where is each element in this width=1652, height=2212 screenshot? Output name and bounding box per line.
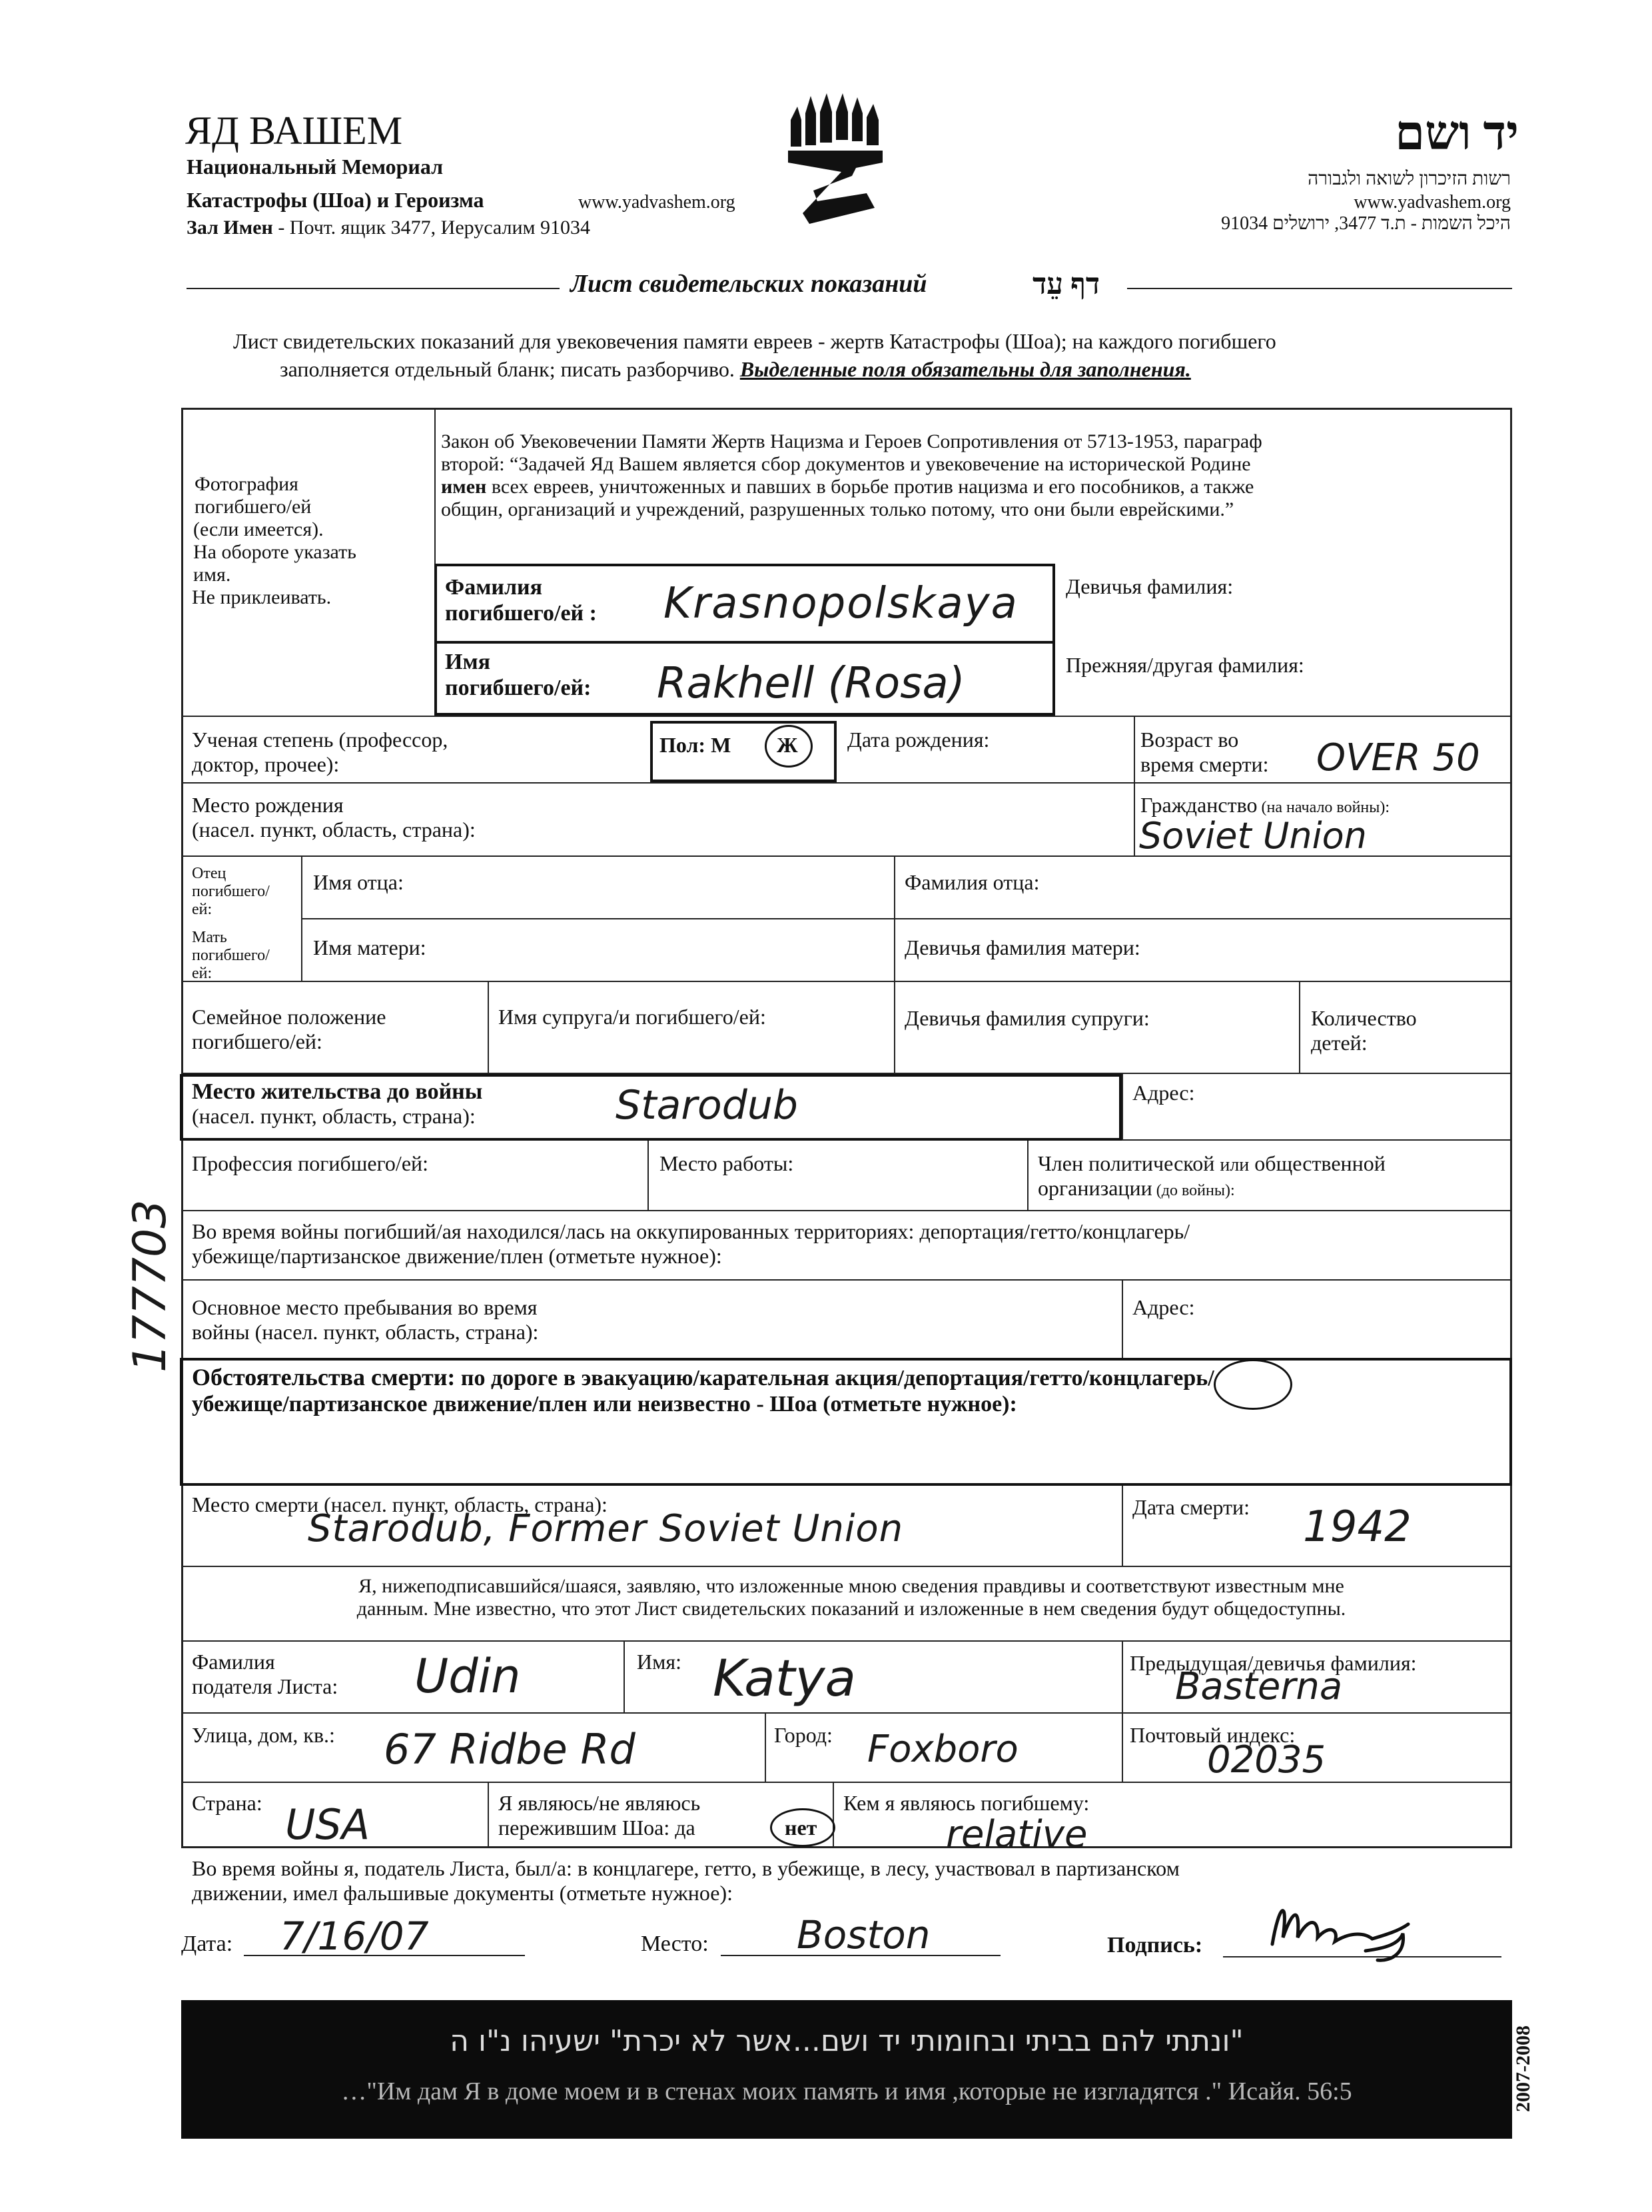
intro-line-1: Лист свидетельских показаний для увековечения памяти евреев - жертв Катастрофы (Шоа); на каждого погибшего xyxy=(233,329,1276,353)
relation-label: Кем я являюсь погибшему: xyxy=(843,1791,1090,1815)
maiden-name-label: Девичья фамилия: xyxy=(1066,574,1234,598)
main-place-label: Основное место пребывания во время войны (насел. пункт, область, страна): xyxy=(192,1295,539,1344)
record-number-margin: 177703 xyxy=(124,1199,177,1373)
date-field[interactable]: 7/16/07 xyxy=(280,1914,429,1959)
website-link-left[interactable]: www.yadvashem.org xyxy=(578,192,735,213)
org-title-he: יד ושם xyxy=(1395,107,1519,160)
law-text: Закон об Увековечении Памяти Жертв Нацизма и Героев Сопротивления от 5713-1953, параграф второй: “Задачей Яд Вашем является сбор документов и увековечение на исторической Родине имен всех евреев, уничтоженных и павших в борьбе против нацизма и его пособников, а также общин, организаций и учреждений, разрушенных только потому, что они были еврейскими.” xyxy=(441,430,1262,520)
yad-vashem-logo xyxy=(783,93,889,227)
sex-female-circle xyxy=(765,725,813,768)
city-field[interactable]: Foxboro xyxy=(867,1728,1019,1771)
country-label: Страна: xyxy=(192,1791,262,1815)
zip-label: Почтовый индекс: xyxy=(1130,1723,1296,1747)
citizenship-field[interactable]: Soviet Union xyxy=(1139,815,1367,857)
death-place-label: Место смерти (насел. пункт, область, страна): xyxy=(192,1492,608,1516)
main-place-address-label: Адрес: xyxy=(1132,1295,1195,1319)
address-he: היכל השמות - ת.ד 3477, ירושלים 91034 xyxy=(1221,213,1511,234)
title-rule-right xyxy=(1127,288,1512,289)
other-surname-label: Прежняя/другая фамилия: xyxy=(1066,653,1304,677)
mother-side-label: Мать погибшего/ ей: xyxy=(192,929,270,982)
mother-name-label: Имя матери: xyxy=(313,935,426,959)
footer-hebrew-quote: "ונתתי להם בביתי ובחומותי יד ושם...אשר לא יכרת" ישעיהו נ"ו ה xyxy=(450,2024,1244,2058)
death-circumstances-label: Обстоятельства смерти: по дороге в эвакуацию/карательная акция/депортация/гетто/концлагерь/ убежище/партизанское движение/плен или неизвестно - Шоа (отметьте нужное): xyxy=(192,1364,1214,1416)
hall-of-names-address xyxy=(187,217,590,239)
citizenship-label: Гражданство (на начало войны): xyxy=(1140,793,1390,817)
title-rule-left xyxy=(187,288,560,289)
degree-label: Ученая степень (профессор, доктор, прочее): xyxy=(192,728,448,776)
prev-surname-label: Предыдущая/девичья фамилия: xyxy=(1130,1651,1417,1675)
org-subtitle-he: רשות הזיכרון לשואה ולגבורה xyxy=(1308,169,1511,189)
org-title-ru: ЯД ВАШЕМ xyxy=(185,109,403,153)
place-label: Место: xyxy=(641,1932,709,1956)
form-title: Лист свидетельских показаний xyxy=(570,270,927,298)
form-version-years: 2007-2008 xyxy=(1512,2025,1534,2112)
spouse-name-label: Имя супруга/и погибшего/ей: xyxy=(498,1005,766,1029)
zip-field[interactable]: 02035 xyxy=(1207,1738,1326,1782)
victim-name-label: Имя погибшего/ей: xyxy=(445,650,592,700)
hall-address-text: - Почт. ящик 3477, Иерусалим 91034 xyxy=(272,217,591,239)
org-subtitle-1: Национальный Мемориал xyxy=(187,155,444,179)
submitter-surname-label: Фамилия подателя Листа: xyxy=(192,1650,338,1698)
place-field[interactable]: Boston xyxy=(797,1912,931,1957)
required-fields-note: Выделенные поля обязательны для заполнения. xyxy=(739,357,1191,381)
footer-banner xyxy=(181,2000,1512,2139)
sex-label: Пол: М xyxy=(659,733,731,757)
footer-russian-quote: …"Им дам Я в доме моем и в стенах моих память и имя ,которые не изгладятся ." Исайя. 56:5 xyxy=(341,2077,1352,2105)
relation-field[interactable]: relative xyxy=(946,1813,1088,1856)
submitter-wartime-label: Во время войны я, податель Листа, был/а: в концлагере, гетто, в убежище, в лесу, участвовал в партизанском движении, имел фальшивые документы (отметьте нужное): xyxy=(192,1856,1180,1905)
submitter-name-label: Имя: xyxy=(637,1650,681,1674)
victim-surname-field[interactable]: Krasnopolskaya xyxy=(663,579,1019,628)
death-date-label: Дата смерти: xyxy=(1132,1495,1250,1519)
death-place-field[interactable]: Starodub, Former Soviet Union xyxy=(308,1507,904,1550)
website-link-right[interactable]: www.yadvashem.org xyxy=(1354,192,1511,213)
photo-note: Фотография погибшего/ей (если имеется). На обороте указать имя. Не приклеивать. xyxy=(192,473,356,608)
intro-line-2 xyxy=(280,357,1191,382)
profession-label: Профессия погибшего/ей: xyxy=(192,1151,429,1175)
intro-text: заполняется отдельный бланк; писать разборчиво. xyxy=(280,357,740,381)
father-side-label: Отец погибшего/ ей: xyxy=(192,865,270,918)
workplace-label: Место работы: xyxy=(659,1151,794,1175)
spouse-maiden-label: Девичья фамилия супруги: xyxy=(905,1006,1150,1030)
hall-of-names-label: Зал Имен xyxy=(187,217,273,239)
death-date-field[interactable]: 1942 xyxy=(1303,1502,1412,1552)
children-count-label: Количество детей: xyxy=(1311,1006,1417,1055)
sex-female-option[interactable]: Ж xyxy=(777,733,798,757)
membership-label: Член политической или общественной организации (до войны): xyxy=(1038,1151,1386,1200)
residence-address-label: Адрес: xyxy=(1132,1081,1195,1105)
father-name-label: Имя отца: xyxy=(313,870,404,894)
survivor-no-option[interactable]: нет xyxy=(785,1816,817,1840)
submitter-surname-field[interactable]: Udin xyxy=(414,1649,521,1704)
country-field[interactable]: USA xyxy=(285,1800,370,1849)
city-label: Город: xyxy=(774,1723,833,1747)
survivor-label: Я являюсь/не являюсь пережившим Шоа: да xyxy=(498,1791,701,1840)
birthplace-label: Место рождения (насел. пункт, область, страна): xyxy=(192,793,476,841)
submitter-name-field[interactable]: Katya xyxy=(713,1648,857,1708)
form-title-he: דף עֵד xyxy=(1032,268,1100,300)
wartime-victim-label: Во время войны погибший/ая находился/лась на оккупированных территориях: депортация/гетто/концлагерь/ убежище/партизанское движение/плен (отметьте нужное): xyxy=(192,1219,1190,1268)
declaration-text: Я, нижеподписавшийся/шаяся, заявляю, что изложенные мною сведения правдивы и соответствуют известным мне данным. Мне известно, что этот Лист свидетельских показаний и изложенные в нем сведения будут общедоступны. xyxy=(356,1575,1346,1620)
mother-maiden-label: Девичья фамилия матери: xyxy=(905,935,1140,959)
dob-label: Дата рождения: xyxy=(847,728,990,752)
signature-label: Подпись: xyxy=(1107,1933,1203,1957)
marital-status-label: Семейное положение погибшего/ей: xyxy=(192,1005,386,1053)
survivor-no-circle xyxy=(770,1808,835,1847)
signature-scribble[interactable] xyxy=(1266,1891,1439,1964)
street-label: Улица, дом, кв.: xyxy=(192,1723,335,1747)
father-surname-label: Фамилия отца: xyxy=(905,870,1040,894)
prev-surname-field[interactable]: Basterna xyxy=(1175,1665,1343,1708)
street-field[interactable]: 67 Ridbe Rd xyxy=(384,1725,635,1774)
ghetto-option-circle[interactable] xyxy=(1214,1359,1292,1410)
date-label: Дата: xyxy=(181,1932,233,1956)
victim-name-field[interactable]: Rakhell (Rosa) xyxy=(657,659,965,708)
age-field[interactable]: OVER 50 xyxy=(1316,736,1480,780)
residence-label: Место жительства до войны (насел. пункт, область, страна): xyxy=(192,1079,483,1128)
victim-surname-label: Фамилия погибшего/ей : xyxy=(445,575,597,626)
org-subtitle-2: Катастрофы (Шоа) и Героизма xyxy=(187,188,484,212)
residence-field[interactable]: Starodub xyxy=(616,1082,798,1129)
menorah-flame-icon xyxy=(788,93,883,224)
age-label: Возраст во время смерти: xyxy=(1140,728,1269,776)
